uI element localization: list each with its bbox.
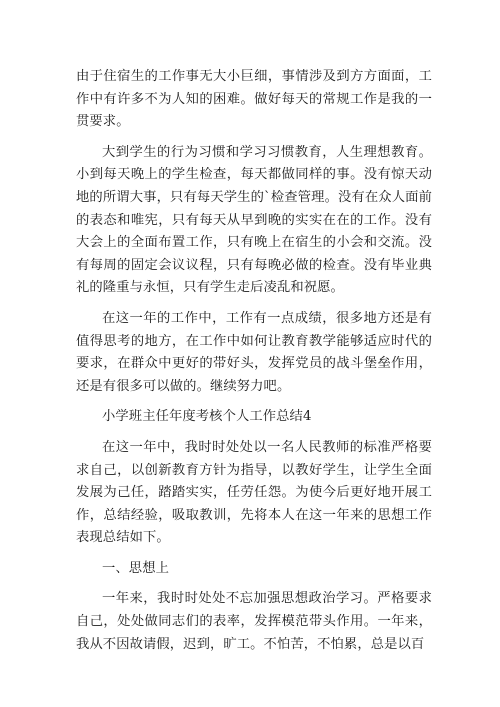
paragraph-thought-detail: 一年来，我时时处处不忘加强思想政治学习。严格要求自己，处处做同志们的表率，发挥模范带头作用。一年来，我从不因故请假，迟到，旷工。不怕苦，不怕累，总是以百 <box>76 591 432 652</box>
paragraph-daily-routine: 大到学生的行为习惯和学习习惯教育，人生理想教育。小到每天晚上的学生检查，每天都做同样的事。没有惊天动地的所谓大事，只有每天学生的`检查管理。没有在众人面前的表态和唯宪，只有每天从早到晚的实实在在的工作。没有大会上的全面布置工作，只有晚上在宿生的小会和交流。没有每周的固定会议议程，只有每晚必做的检查。没有毕业典礼的隆重与永恒，只有学生走后凌乱和祝愿。 <box>76 144 432 296</box>
document-body <box>76 66 432 664</box>
paragraph-summary-intro: 在这一年中，我时时处处以一名人民教师的标准严格要求自己，以创新教育方针为指导，以教好学生，让学生全面发展为己任，踏踏实实，任劳任怨。为使今后更好地开展工作，总结经验，吸取教训，先将本人在这一年来的思想工作表现总结如下。 <box>76 439 432 546</box>
subsection-heading-thought: 一、思想上 <box>102 560 169 576</box>
section-title: 小学班主任年度考核个人工作总结4 <box>102 409 312 425</box>
paragraph-dorm-work-intro: 由于住宿生的工作事无大小巨细，事情涉及到方方面面，工作中有许多不为人知的困难。做好每天的常规工作是我的一贯要求。 <box>76 69 432 130</box>
paragraph-year-reflection: 在这一年的工作中，工作有一点成绩，很多地方还是有值得思考的地方，在工作中如何让教育教学能够适应时代的要求，在群众中更好的带好头，发挥党员的战斗堡垒作用，还是有很多可以做的。继续努力吧。 <box>76 310 432 394</box>
